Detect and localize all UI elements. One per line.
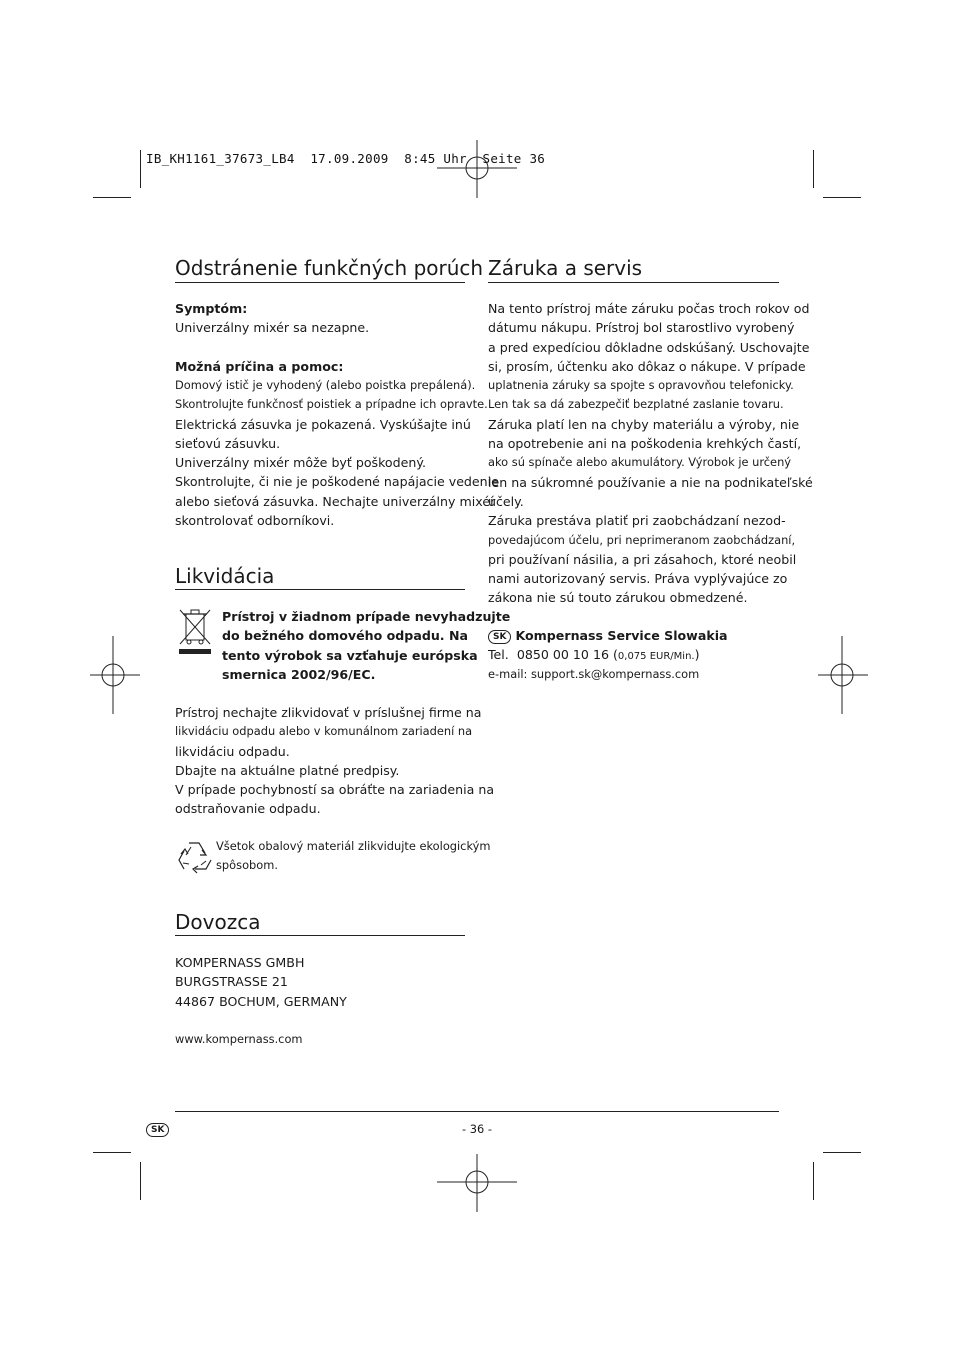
text-line: si, prosím, účtenku ako dôkaz o nákupe. V prípade xyxy=(488,358,806,374)
warranty-title: Záruka a servis xyxy=(488,256,643,280)
text-line: dátumu nákupu. Prístroj bol starostlivo vyrobený xyxy=(488,320,795,336)
crossed-out-bin-icon xyxy=(177,607,213,657)
disposal-warning xyxy=(222,607,510,684)
text-line: skontrolovať odborníkovi. xyxy=(175,513,335,529)
text-line: Prístroj v žiadnom prípade nevyhadzujte xyxy=(222,609,511,624)
crop-mark xyxy=(823,1152,861,1153)
text-line: Prístroj nechajte zlikvidovať v príslušnej firme na xyxy=(175,705,482,720)
text-line: 44867 BOCHUM, GERMANY xyxy=(175,993,347,1009)
text-line: uplatnenia záruky sa spojte s opravovňou telefonicky. xyxy=(488,378,794,393)
text-line: povedajúcom účelu, pri neprimeranom zaobchádzaní, xyxy=(488,532,796,547)
recycle-text xyxy=(216,837,490,876)
service-phone-line: Tel. 0850 00 10 16 (0,075 EUR/Min.) xyxy=(488,647,700,663)
text-line: KOMPERNASS GMBH xyxy=(175,955,305,970)
section-rule xyxy=(488,282,779,283)
text-line: ako sú spínače alebo akumulátory. Výrobok je určený xyxy=(488,455,792,470)
cause-label: Možná príčina a pomoc: xyxy=(175,359,344,374)
crop-mark xyxy=(93,1152,131,1153)
symptom-label: Symptóm: xyxy=(175,301,248,316)
service-name-line xyxy=(488,626,728,645)
footer-rule xyxy=(175,1111,779,1112)
country-badge: SK xyxy=(488,630,511,644)
text-line: likvidáciu odpadu. xyxy=(175,743,290,759)
recycling-icon xyxy=(175,838,215,876)
cause-text xyxy=(175,376,499,530)
text-line: alebo sieťová zásuvka. Nechajte univerzálny mixér xyxy=(175,493,496,509)
text-line: smernica 2002/96/EC. xyxy=(222,666,376,682)
text-line: pri používaní násilia, a pri zásahoch, ktoré neobil xyxy=(488,551,797,567)
text-line: spôsobom. xyxy=(216,858,278,873)
text-line: sieťovú zásuvku. xyxy=(175,435,281,451)
section-rule xyxy=(175,935,465,936)
service-contact xyxy=(488,626,728,684)
text-line: nami autorizovaný servis. Práva vyplývajúce zo xyxy=(488,571,788,587)
text-line: Záruka prestáva platiť pri zaobchádzaní nezod- xyxy=(488,513,786,529)
crop-mark xyxy=(813,1162,814,1200)
footer-country-badge: SK xyxy=(146,1123,169,1137)
registration-mark-top xyxy=(437,140,517,200)
text-line: účely. xyxy=(488,493,524,509)
text-line: a pred expedíciou dôkladne odskúšaný. Uschovajte xyxy=(488,339,810,355)
text-line: Univerzálny mixér môže byť poškodený. xyxy=(175,455,427,471)
text-line: likvidáciu odpadu alebo v komunálnom zariadení na xyxy=(175,724,473,739)
text-line: Len tak sa dá zabezpečiť bezplatné zaslanie tovaru. xyxy=(488,397,784,412)
registration-mark-bottom xyxy=(437,1152,517,1212)
text-line: len na súkromné používanie a nie na podnikateľské xyxy=(488,474,813,490)
text-line: Záruka platí len na chyby materiálu a výroby, nie xyxy=(488,416,800,432)
text-line: Všetok obalový materiál zlikvidujte ekologickým xyxy=(216,839,491,853)
registration-mark-right xyxy=(818,636,868,714)
page-number: - 36 - xyxy=(462,1122,492,1136)
disposal-title: Likvidácia xyxy=(175,564,275,588)
troubleshooting-title: Odstránenie funkčných porúch xyxy=(175,256,484,280)
text-line: Elektrická zásuvka je pokazená. Vyskúšajte inú xyxy=(175,416,471,432)
service-name: Kompernass Service Slowakia xyxy=(515,628,728,643)
importer-title: Dovozca xyxy=(175,910,261,934)
section-rule xyxy=(175,589,465,590)
warranty-text xyxy=(488,299,813,608)
crop-mark xyxy=(93,197,131,198)
text-line: Na tento prístroj máte záruku počas troch rokov od xyxy=(488,301,810,316)
crop-mark xyxy=(823,197,861,198)
text-line: tento výrobok sa vzťahuje európska xyxy=(222,647,478,663)
symptom-text: Univerzálny mixér sa nezapne. xyxy=(175,320,370,335)
tel-label: Tel. xyxy=(488,647,509,663)
text-line: Dbajte na aktuálne platné predpisy. xyxy=(175,762,400,778)
text-line: do bežného domového odpadu. Na xyxy=(222,628,469,644)
service-email[interactable]: e-mail: support.sk@kompernass.com xyxy=(488,666,700,681)
text-line: V prípade pochybností sa obráťte na zariadenia na xyxy=(175,782,495,798)
text-line: BURGSTRASSE 21 xyxy=(175,974,288,990)
text-line: Skontrolujte funkčnosť poistiek a prípadne ich opravte. xyxy=(175,397,488,412)
text-line: na opotrebenie ani na poškodenia krehkých častí, xyxy=(488,436,802,452)
text-line: Domový istič je vyhodený (alebo poistka prepálená). xyxy=(175,378,476,392)
print-header: IB_KH1161_37673_LB4 17.09.2009 8:45 Uhr Seite 36 xyxy=(146,151,546,166)
text-line: Skontrolujte, či nie je poškodené napájacie vedenie xyxy=(175,474,499,490)
importer-website[interactable]: www.kompernass.com xyxy=(175,1032,303,1046)
tel-rate: 0,075 EUR/Min. xyxy=(617,651,695,663)
registration-mark-left xyxy=(90,636,140,714)
text-line: zákona nie sú touto zárukou obmedzené. xyxy=(488,590,748,606)
disposal-text xyxy=(175,703,494,819)
crop-mark xyxy=(140,150,141,188)
section-rule xyxy=(175,282,465,283)
text-line: odstraňovanie odpadu. xyxy=(175,801,321,817)
crop-mark xyxy=(140,1162,141,1200)
crop-mark xyxy=(813,150,814,188)
tel-number[interactable]: 0850 00 10 16 xyxy=(516,647,609,663)
importer-address xyxy=(175,953,347,1011)
